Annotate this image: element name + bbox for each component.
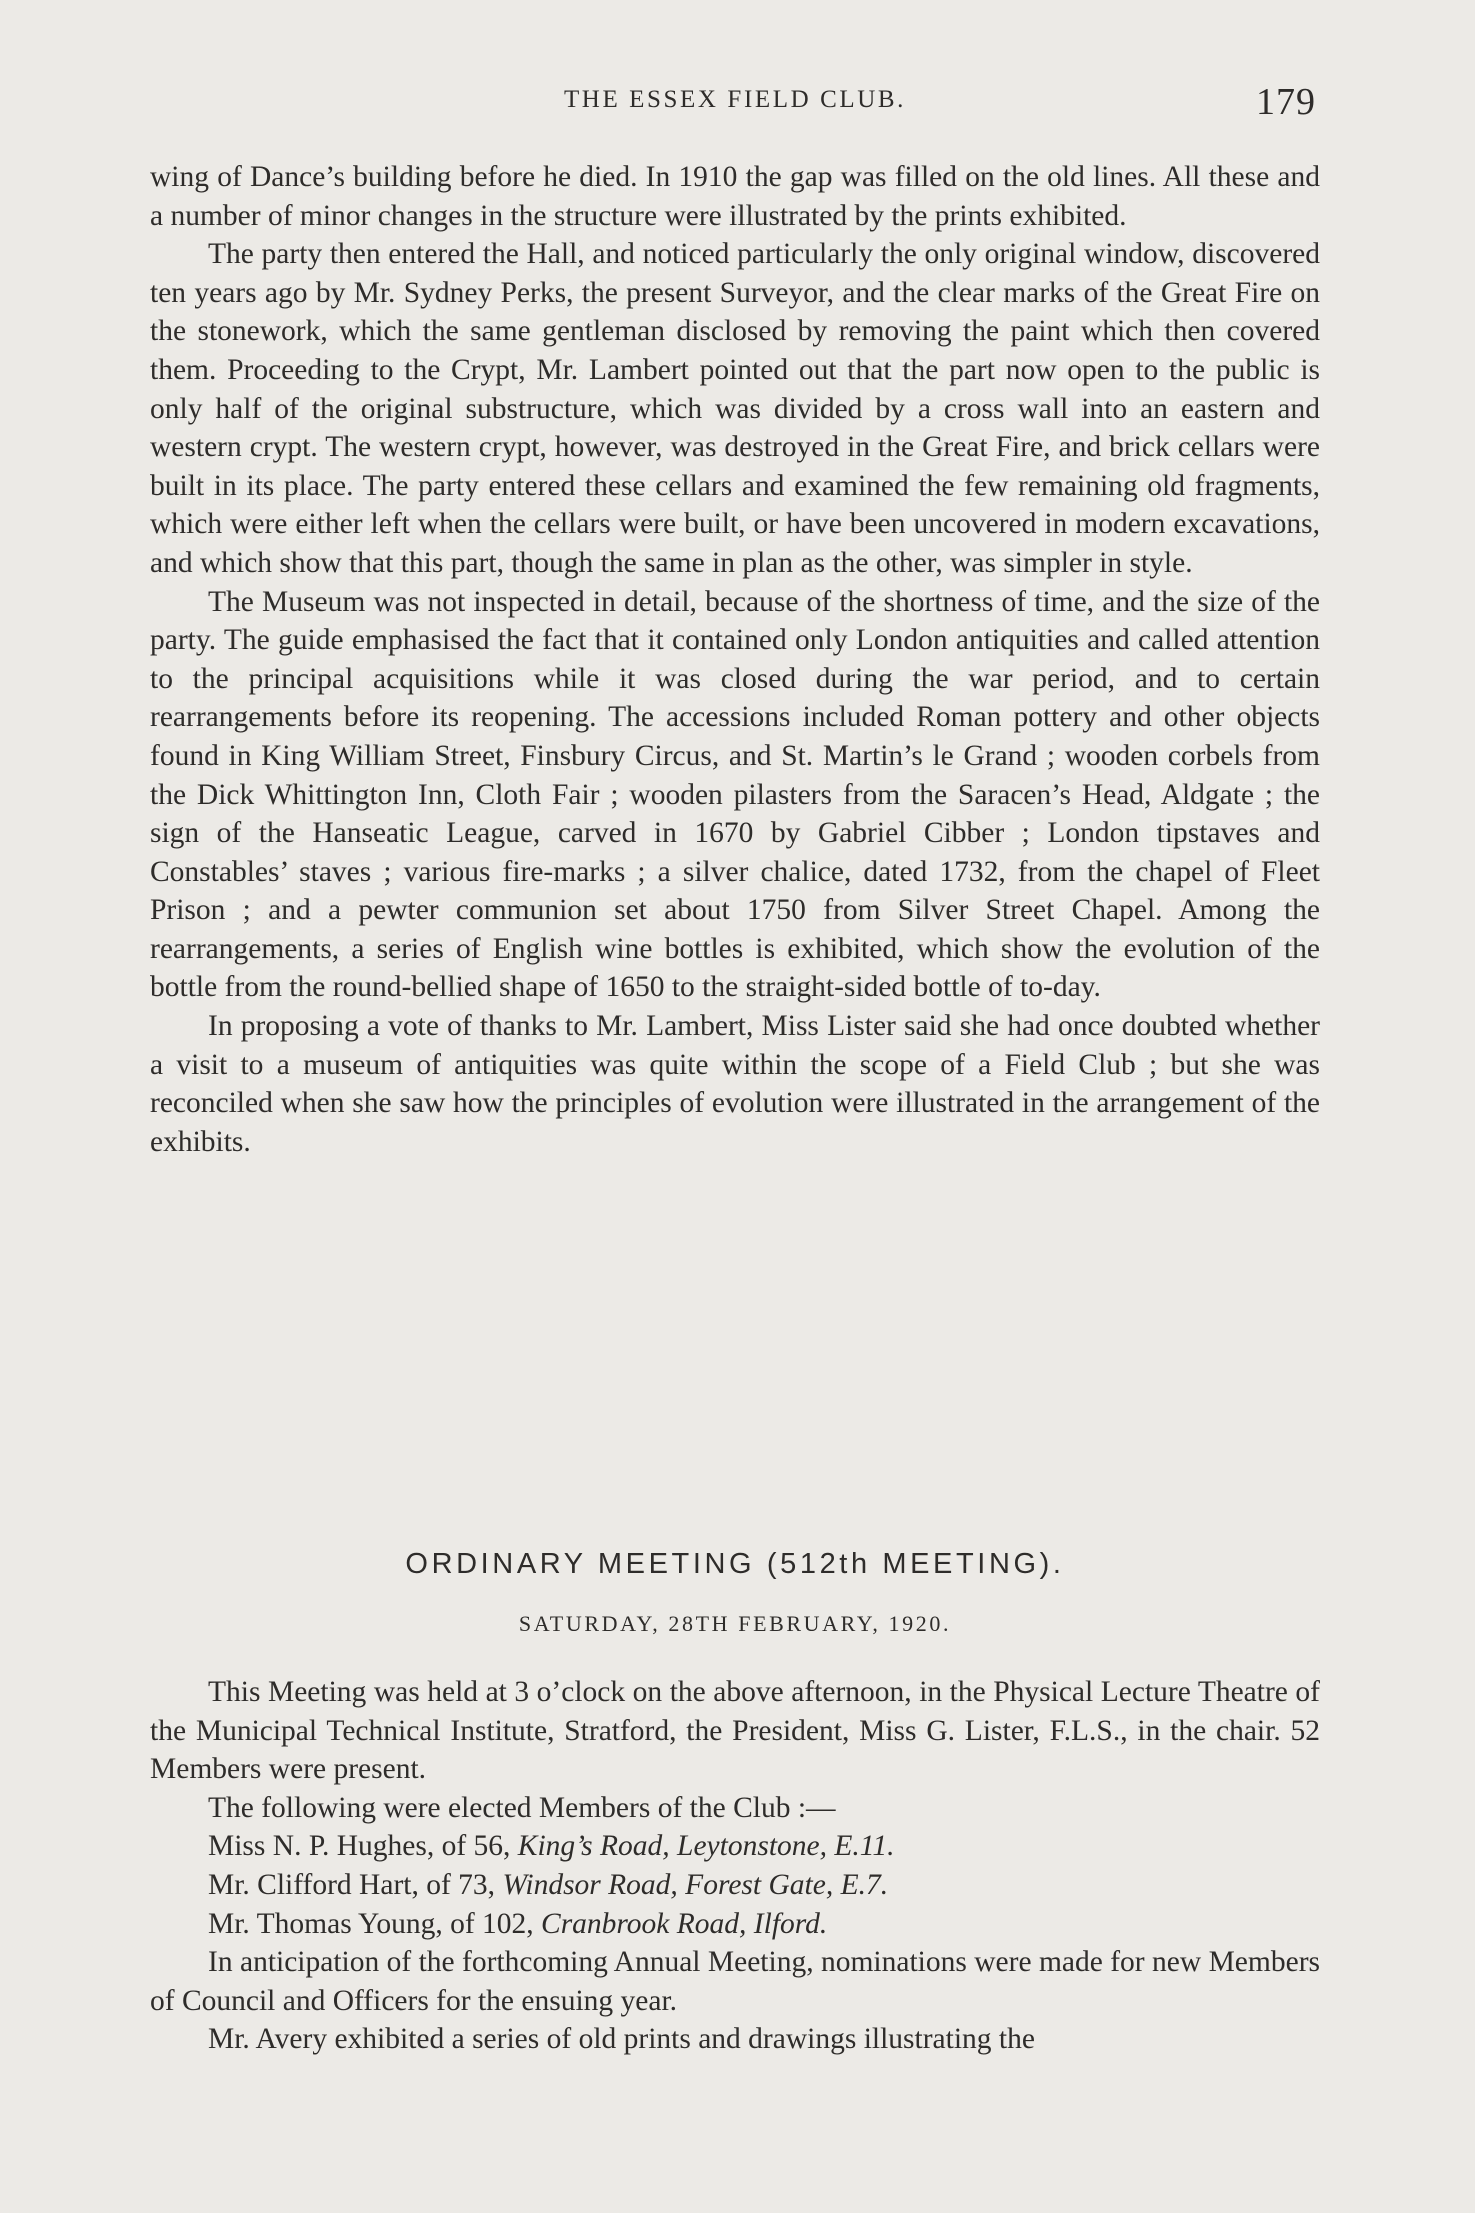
member-name: Mr. Thomas Young, of 102,	[208, 1907, 542, 1940]
paragraph: wing of Dance’s building before he died. In 1910 the gap was filled on the old lines. All these and a number of minor changes in the structure were illustrated by the prints exhibited.	[150, 161, 1320, 232]
meeting-heading: ORDINARY MEETING (512th MEETING).	[405, 1548, 1065, 1580]
running-head	[150, 81, 1320, 132]
member-entry	[150, 1866, 1320, 1905]
member-address: Cranbrook Road, Ilford.	[541, 1907, 828, 1940]
meeting-intro: This Meeting was held at 3 o’clock on the above afternoon, in the Physical Lecture Theatre of the Municipal Technical Institute, Stratford, the President, Miss G. Lister, F.L.S., in the chair. 52 Members were present.	[150, 1676, 1320, 1786]
paragraph: In proposing a vote of thanks to Mr. Lambert, Miss Lister said she had once doubted whether a visit to a museum of antiquities was quite within the scope of a Field Club ; but she was reconciled when she saw how the principles of evolution were illustrated in the arrangement of the exhibits.	[150, 1010, 1320, 1158]
exhibit-paragraph: Mr. Avery exhibited a series of old prints and drawings illustrating the	[208, 2023, 1035, 2056]
elected-intro: The following were elected Members of the Club :—	[208, 1791, 836, 1824]
meeting-section	[150, 1548, 1320, 2059]
meeting-body	[150, 1673, 1320, 2059]
paragraph: The party then entered the Hall, and noticed particularly the only original window, discovered ten years ago by Mr. Sydney Perks, the present Surveyor, and the clear marks of the Great Fire on the stonework, which the same gentleman disclosed by removing the paint which then covered them. Proceeding to the Crypt, Mr. Lambert pointed out that the part now open to the public is only half of the original substructure, which was divided by a cross wall into an eastern and western crypt. The western crypt, however, was destroyed in the Great Fire, and brick cellars were built in its place. The party entered these cellars and examined the few remaining old fragments, which were either left when the cellars were built, or have been uncovered in modern excavations, and which show that this part, though the same in plan as the other, was simpler in style.	[150, 238, 1320, 579]
member-entry	[150, 1905, 1320, 1944]
meeting-date: SATURDAY, 28TH FEBRUARY, 1920.	[518, 1611, 952, 1636]
member-entry	[150, 1827, 1320, 1866]
running-title: THE ESSEX FIELD CLUB.	[563, 86, 907, 113]
member-name: Mr. Clifford Hart, of 73,	[208, 1868, 503, 1901]
page-number: 179	[1256, 81, 1316, 123]
member-name: Miss N. P. Hughes, of 56,	[208, 1830, 518, 1863]
paragraph: The Museum was not inspected in detail, because of the shortness of time, and the size of the party. The guide emphasised the fact that it contained only London antiquities and called attention to the principal acquisitions while it was closed during the war period, and to certain rearrangements before its reopening. The accessions included Roman pottery and other objects found in King William Street, Finsbury Circus, and St. Martin’s le Grand ; wooden corbels from the Dick Whittington Inn, Cloth Fair ; wooden pilasters from the Saracen’s Head, Aldgate ; the sign of the Hanseatic League, carved in 1670 by Gabriel Cibber ; London tipstaves and Constables’ staves ; various fire-marks ; a silver chalice, dated 1732, from the chapel of Fleet Prison ; and a pewter communion set about 1750 from Silver Street Chapel. Among the rearrangements, a series of English wine bottles is exhibited, which show the evolution of the bottle from the round-bellied shape of 1650 to the straight-sided bottle of to-day.	[150, 585, 1320, 1004]
nominations-paragraph: In anticipation of the forthcoming Annual Meeting, nominations were made for new Members of Council and Officers for the ensuing year.	[150, 1946, 1320, 2017]
member-address: King’s Road, Leytonstone, E.11.	[517, 1830, 895, 1863]
continued-text	[150, 158, 1320, 1161]
member-address: Windsor Road, Forest Gate, E.7.	[502, 1868, 889, 1901]
